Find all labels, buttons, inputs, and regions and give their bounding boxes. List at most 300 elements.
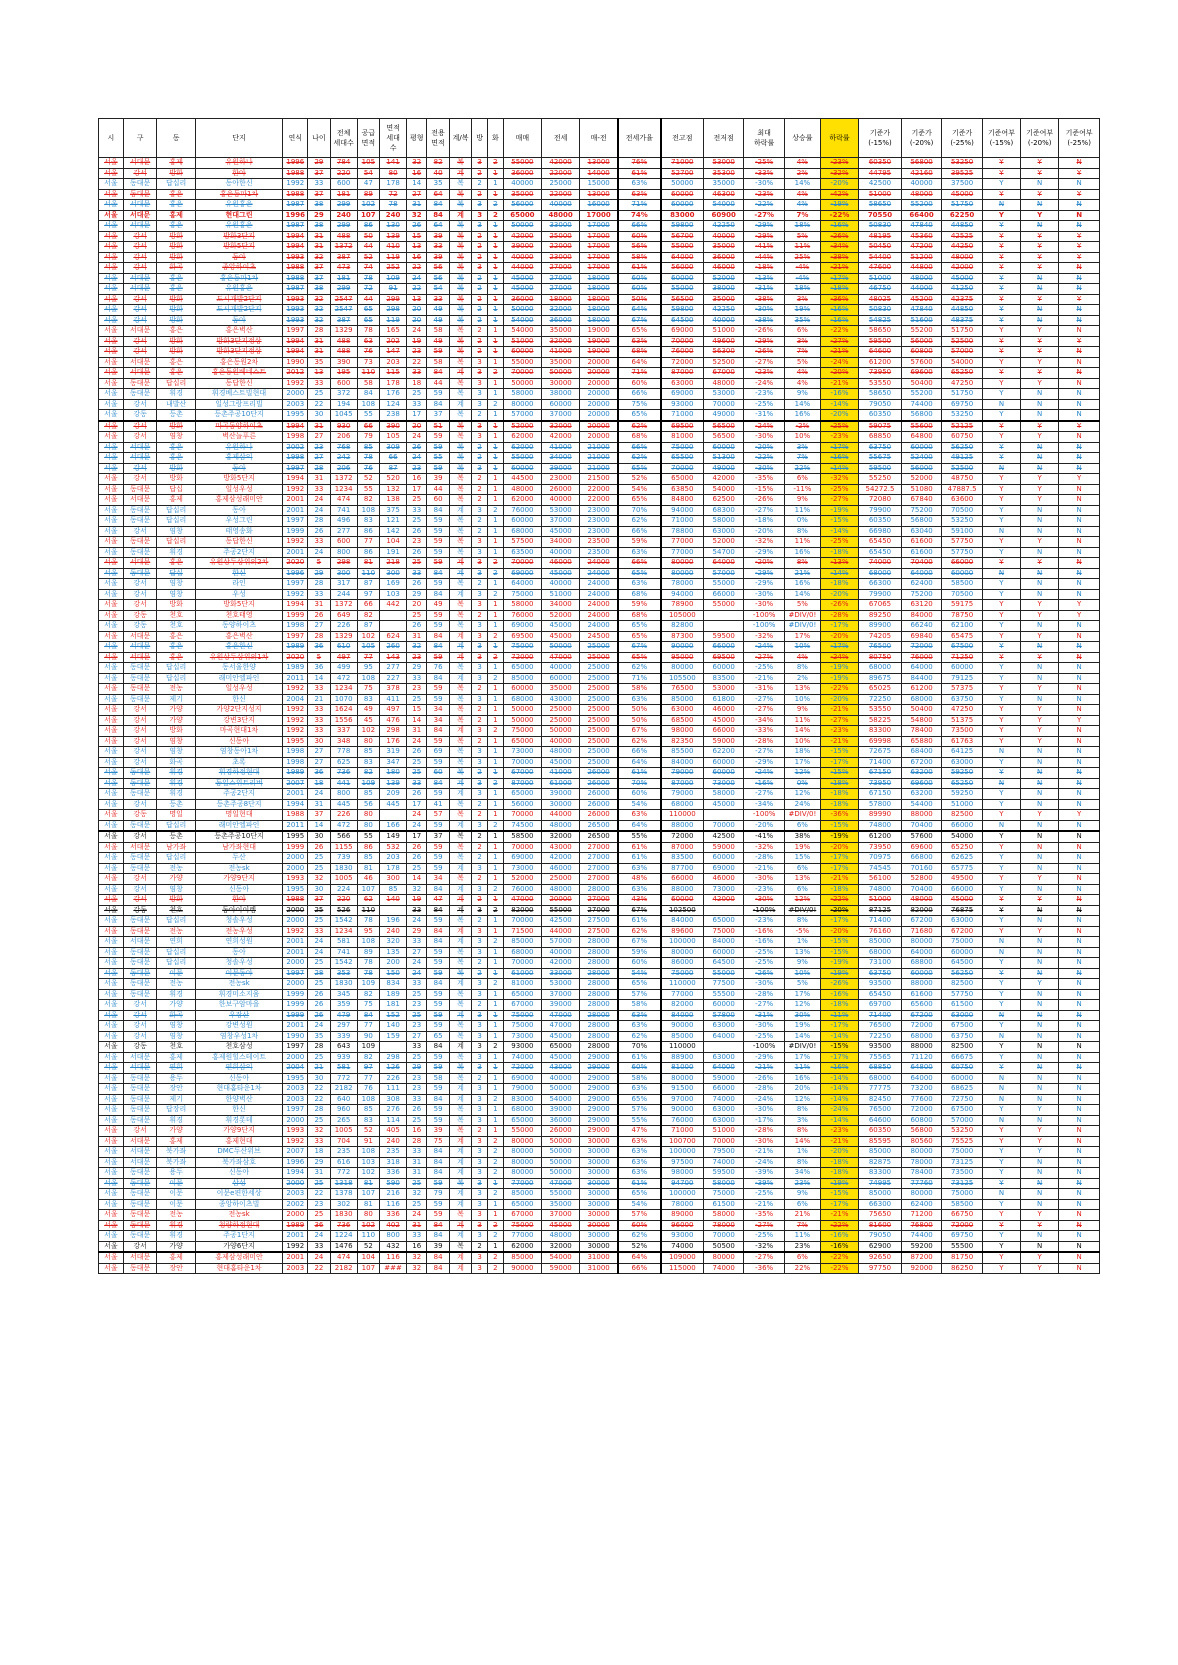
table-cell: 26000 bbox=[542, 1126, 580, 1137]
table-cell: 29 bbox=[308, 158, 330, 169]
table-cell: 88000 bbox=[901, 1042, 941, 1053]
table-cell: Y bbox=[1021, 874, 1059, 885]
table-cell: 61% bbox=[618, 842, 661, 853]
table-cell: 방화 bbox=[157, 463, 195, 474]
table-cell: 27 bbox=[308, 747, 330, 758]
table-cell: -24% bbox=[744, 768, 784, 779]
table-cell: 31 bbox=[308, 1168, 330, 1179]
table-cell: 63% bbox=[618, 336, 661, 347]
table-cell: 천호 bbox=[157, 610, 195, 621]
table-cell: 75200 bbox=[901, 505, 941, 516]
table-cell: 두산 bbox=[195, 853, 283, 864]
table-cell: 140 bbox=[380, 1021, 407, 1032]
table-cell: 1988 bbox=[283, 895, 308, 906]
table-cell: 51 bbox=[427, 421, 449, 432]
table-cell: Y bbox=[1021, 189, 1059, 200]
table-cell: 78750 bbox=[942, 610, 982, 621]
table-cell: 63000 bbox=[703, 1021, 743, 1032]
table-cell: -19% bbox=[820, 505, 858, 516]
table-cell: 240 bbox=[380, 926, 407, 937]
table-cell: -16% bbox=[820, 1241, 858, 1252]
table-cell: 643 bbox=[330, 1042, 357, 1053]
table-cell: 71% bbox=[618, 368, 661, 379]
table-cell: -19% bbox=[820, 1178, 858, 1189]
table-cell: -20% bbox=[744, 526, 784, 537]
table-cell: 152 bbox=[380, 1010, 407, 1021]
table-cell: 계 bbox=[449, 673, 471, 684]
table-row bbox=[99, 421, 1100, 432]
table-cell: 2001 bbox=[283, 495, 308, 506]
table-cell: 복 bbox=[449, 410, 471, 421]
table-cell: Y bbox=[982, 442, 1020, 453]
table-cell: 25000 bbox=[580, 757, 618, 768]
table-cell: 복 bbox=[449, 1000, 471, 1011]
table-cell: 65% bbox=[618, 1094, 661, 1105]
table-cell: 2 bbox=[488, 820, 504, 831]
table-cell: 28000 bbox=[580, 884, 618, 895]
table-cell: 97750 bbox=[859, 1263, 902, 1274]
table-cell: 23000 bbox=[542, 252, 580, 263]
table-cell: 1 bbox=[488, 179, 504, 190]
table-cell: 54400 bbox=[859, 252, 902, 263]
table-cell: 67500 bbox=[942, 1105, 982, 1116]
table-cell: 82000 bbox=[661, 1000, 704, 1011]
table-cell: 3 bbox=[472, 1084, 488, 1095]
table-cell: 55200 bbox=[901, 200, 941, 211]
table-cell: 66000 bbox=[942, 820, 982, 831]
table-cell: 56800 bbox=[901, 516, 941, 527]
table-cell: 52000 bbox=[703, 537, 743, 548]
table-cell: 30000 bbox=[580, 1147, 618, 1158]
table-cell: 2 bbox=[488, 1147, 504, 1158]
table-cell: 58650 bbox=[859, 326, 902, 337]
table-cell: 14% bbox=[784, 399, 820, 410]
table-cell: 답십리 bbox=[157, 663, 195, 674]
table-cell: 50000 bbox=[542, 1147, 580, 1158]
table-cell: 복 bbox=[449, 715, 471, 726]
table-cell: 64000 bbox=[661, 252, 704, 263]
table-cell: 488 bbox=[330, 231, 357, 242]
table-cell: 46000 bbox=[542, 863, 580, 874]
table-cell: 마곡현대1차 bbox=[195, 726, 283, 737]
table-cell: 복 bbox=[449, 1073, 471, 1084]
table-cell: 59 bbox=[427, 989, 449, 1000]
table-cell: 181 bbox=[380, 1000, 407, 1011]
table-cell: 40000 bbox=[542, 495, 580, 506]
table-cell: 30 bbox=[308, 884, 330, 895]
table-cell: 남가좌 bbox=[157, 842, 195, 853]
table-cell: 62200 bbox=[703, 747, 743, 758]
table-cell: N bbox=[1021, 778, 1059, 789]
table-cell: 66% bbox=[618, 747, 661, 758]
table-cell: 1993 bbox=[283, 315, 308, 326]
table-cell: 40000 bbox=[703, 315, 743, 326]
table-cell: 강동 bbox=[123, 410, 157, 421]
table-cell: 33 bbox=[407, 778, 427, 789]
table-cell: -100% bbox=[744, 610, 784, 621]
table-cell: 1988 bbox=[283, 189, 308, 200]
column-header: 전저점 bbox=[703, 119, 743, 158]
table-cell: 87125 bbox=[859, 905, 902, 916]
table-cell: 55675 bbox=[859, 453, 902, 464]
table-cell: 서대문 bbox=[123, 1252, 157, 1263]
table-row bbox=[99, 1115, 1100, 1126]
table-cell: 14% bbox=[784, 179, 820, 190]
table-cell: 34000 bbox=[542, 600, 580, 611]
table-cell: 61% bbox=[618, 1178, 661, 1189]
table-cell: 442 bbox=[380, 600, 407, 611]
table-cell: 2 bbox=[472, 610, 488, 621]
table-cell: 1 bbox=[488, 231, 504, 242]
table-cell: 74000 bbox=[703, 1094, 743, 1105]
table-cell: 방화 bbox=[157, 315, 195, 326]
table-cell: 18000 bbox=[580, 294, 618, 305]
table-cell: 2 bbox=[488, 979, 504, 990]
table-cell: 70000 bbox=[703, 1231, 743, 1242]
table-cell: 답십리 bbox=[157, 958, 195, 969]
table-cell: -30% bbox=[744, 979, 784, 990]
table-cell: 1987 bbox=[283, 221, 308, 232]
table-cell: 63% bbox=[618, 1021, 661, 1032]
table-cell: 299 bbox=[380, 294, 407, 305]
table-cell: 76500 bbox=[859, 642, 902, 653]
table-cell: 52700 bbox=[661, 168, 704, 179]
table-cell: Y bbox=[982, 189, 1020, 200]
table-cell: 55000 bbox=[503, 357, 541, 368]
table-cell: 387 bbox=[330, 252, 357, 263]
table-cell: 강서 bbox=[123, 884, 157, 895]
table-cell: 52000 bbox=[503, 874, 541, 885]
table-cell: -16% bbox=[820, 221, 858, 232]
table-cell: N bbox=[1059, 958, 1100, 969]
table-cell: 69000 bbox=[661, 389, 704, 400]
table-cell: 1994 bbox=[283, 347, 308, 358]
table-cell: 복 bbox=[449, 537, 471, 548]
table-cell: Y bbox=[982, 958, 1020, 969]
table-cell: 78 bbox=[357, 916, 379, 927]
table-cell: 63000 bbox=[703, 1115, 743, 1126]
table-cell: 24 bbox=[308, 789, 330, 800]
table-cell: 동대문 bbox=[123, 1073, 157, 1084]
table-cell: 서울 bbox=[99, 884, 124, 895]
table-cell: 89 bbox=[357, 947, 379, 958]
table-cell: 35000 bbox=[542, 326, 580, 337]
table-cell: 1993 bbox=[283, 294, 308, 305]
table-cell: 59 bbox=[427, 968, 449, 979]
table-cell: 16% bbox=[784, 579, 820, 590]
table-cell: 218 bbox=[380, 558, 407, 569]
table-cell: 1 bbox=[488, 1241, 504, 1252]
table-cell: 동대문 bbox=[123, 1189, 157, 1200]
table-cell: 21% bbox=[784, 1210, 820, 1221]
table-cell: 일성우성 bbox=[195, 684, 283, 695]
table-cell: 37 bbox=[308, 273, 330, 284]
table-cell: 18% bbox=[784, 284, 820, 295]
table-cell: 1 bbox=[488, 1063, 504, 1074]
table-cell: 2000 bbox=[283, 905, 308, 916]
table-cell: 3 bbox=[472, 820, 488, 831]
table-cell: 동아 bbox=[195, 315, 283, 326]
table-cell: 28 bbox=[407, 1136, 427, 1147]
table-cell: 서대문 bbox=[123, 442, 157, 453]
table-cell: N bbox=[1021, 968, 1059, 979]
table-cell: 7% bbox=[784, 210, 820, 221]
table-cell: 70000 bbox=[503, 842, 541, 853]
table-cell: N bbox=[982, 463, 1020, 474]
table-cell: 63000 bbox=[703, 526, 743, 537]
table-cell: 318 bbox=[380, 1157, 407, 1168]
table-cell: 2 bbox=[488, 589, 504, 600]
table-cell: 89000 bbox=[661, 1210, 704, 1221]
table-cell: 25 bbox=[407, 1010, 427, 1021]
table-cell: Y bbox=[982, 368, 1020, 379]
table-cell: 40000 bbox=[542, 947, 580, 958]
table-cell: 59 bbox=[427, 1199, 449, 1210]
table-cell: -16% bbox=[744, 926, 784, 937]
table-cell: 18000 bbox=[580, 305, 618, 316]
table-cell: 30000 bbox=[580, 1157, 618, 1168]
table-cell: 83 bbox=[357, 757, 379, 768]
table-cell: 76% bbox=[618, 158, 661, 169]
table-cell: 76500 bbox=[859, 1021, 902, 1032]
table-cell: 37 bbox=[427, 831, 449, 842]
table-cell: 92000 bbox=[901, 1263, 941, 1274]
table-cell: 240 bbox=[380, 210, 407, 221]
table-cell: 59500 bbox=[859, 336, 902, 347]
table-cell: 홍제원힐스테이트 bbox=[195, 1052, 283, 1063]
table-cell: -31% bbox=[744, 1010, 784, 1021]
table-cell: 서울 bbox=[99, 989, 124, 1000]
table-cell: 동서울한양 bbox=[195, 663, 283, 674]
table-cell: 54% bbox=[618, 484, 661, 495]
table-cell: 3 bbox=[472, 1031, 488, 1042]
table-cell: 74000 bbox=[703, 1263, 743, 1274]
table-cell: 3% bbox=[784, 1115, 820, 1126]
table-cell: Y bbox=[982, 968, 1020, 979]
table-cell: 2 bbox=[472, 410, 488, 421]
table-cell: 84 bbox=[427, 568, 449, 579]
table-cell: 41000 bbox=[542, 768, 580, 779]
table-cell: 89250 bbox=[859, 610, 902, 621]
table-cell: 84 bbox=[427, 778, 449, 789]
table-cell: 15000 bbox=[580, 179, 618, 190]
table-cell: ### bbox=[380, 1263, 407, 1274]
table-cell: 110 bbox=[357, 568, 379, 579]
table-cell: 2 bbox=[472, 1073, 488, 1084]
table-cell: 84 bbox=[427, 1157, 449, 1168]
table-cell: 55 bbox=[357, 831, 379, 842]
table-cell: 66 bbox=[357, 600, 379, 611]
table-cell: 63% bbox=[618, 1168, 661, 1179]
table-cell: N bbox=[982, 1010, 1020, 1021]
table-cell: Y bbox=[982, 916, 1020, 927]
table-cell: N bbox=[1059, 1021, 1100, 1032]
table-cell: 772 bbox=[330, 1073, 357, 1084]
table-cell: 1 bbox=[488, 547, 504, 558]
table-cell: 강서 bbox=[123, 432, 157, 443]
table-cell: 55 bbox=[357, 410, 379, 421]
table-cell: 23500 bbox=[580, 537, 618, 548]
table-cell: 남가좌현대 bbox=[195, 842, 283, 853]
table-cell: 80 bbox=[357, 820, 379, 831]
table-cell: 55500 bbox=[942, 1241, 982, 1252]
table-cell: 한아 bbox=[195, 168, 283, 179]
table-cell: 복 bbox=[449, 947, 471, 958]
column-header: 기준가 (-15%) bbox=[859, 119, 902, 158]
table-cell: 복 bbox=[449, 916, 471, 927]
table-cell: 복 bbox=[449, 484, 471, 495]
table-cell: 복 bbox=[449, 610, 471, 621]
table-cell: 336 bbox=[380, 1168, 407, 1179]
table-cell: N bbox=[1021, 526, 1059, 537]
table-cell: 57800 bbox=[859, 799, 902, 810]
table-cell: 73950 bbox=[859, 842, 902, 853]
table-cell: 108 bbox=[357, 673, 379, 684]
table-row bbox=[99, 326, 1100, 337]
table-cell: -25% bbox=[744, 158, 784, 169]
table-cell: Y bbox=[982, 357, 1020, 368]
table-cell: 82 bbox=[357, 989, 379, 1000]
table-cell: 22 bbox=[308, 1094, 330, 1105]
table-cell: 260 bbox=[380, 642, 407, 653]
table-cell: 2 bbox=[488, 726, 504, 737]
table-cell: 동일스위트리버 bbox=[195, 778, 283, 789]
table-cell: 32000 bbox=[542, 421, 580, 432]
table-cell: 서울 bbox=[99, 1126, 124, 1137]
table-cell bbox=[380, 905, 407, 916]
table-cell: 405 bbox=[380, 1126, 407, 1137]
table-row bbox=[99, 895, 1100, 906]
table-cell: -27% bbox=[744, 789, 784, 800]
table-cell: 계 bbox=[449, 895, 471, 906]
table-cell: 78000 bbox=[661, 1199, 704, 1210]
table-cell: 80000 bbox=[661, 1073, 704, 1084]
table-cell: N bbox=[1059, 694, 1100, 705]
table-cell: 337 bbox=[330, 726, 357, 737]
table-cell: 홍은벽산 bbox=[195, 326, 283, 337]
table-cell: 1 bbox=[488, 1021, 504, 1032]
table-cell: 3 bbox=[472, 726, 488, 737]
table-cell: 93500 bbox=[859, 1042, 902, 1053]
table-cell: 1989 bbox=[283, 1220, 308, 1231]
table-cell: 57000 bbox=[503, 410, 541, 421]
table-cell: 방화5단지 bbox=[195, 600, 283, 611]
table-cell: 25000 bbox=[580, 642, 618, 653]
table-cell: 64000 bbox=[703, 558, 743, 569]
table-cell: Y bbox=[982, 757, 1020, 768]
table-cell: 22000 bbox=[542, 242, 580, 253]
table-cell: 102 bbox=[357, 726, 379, 737]
table-cell: 서울 bbox=[99, 1094, 124, 1105]
table-cell: Y bbox=[982, 516, 1020, 527]
table-cell: 31 bbox=[308, 242, 330, 253]
table-cell: 홍은 bbox=[157, 357, 195, 368]
table-cell: 서울 bbox=[99, 673, 124, 684]
table-row bbox=[99, 831, 1100, 842]
table-cell: 111 bbox=[380, 1084, 407, 1095]
table-cell: 1070 bbox=[330, 694, 357, 705]
table-cell: 71% bbox=[618, 673, 661, 684]
table-cell: 46000 bbox=[703, 874, 743, 885]
table-cell: 17 bbox=[407, 831, 427, 842]
table-cell: -28% bbox=[744, 1084, 784, 1095]
table-cell: 62% bbox=[618, 516, 661, 527]
table-cell: 58000 bbox=[703, 516, 743, 527]
table-cell: -14% bbox=[820, 526, 858, 537]
table-cell: 93000 bbox=[503, 1042, 541, 1053]
table-cell: 3% bbox=[784, 294, 820, 305]
table-cell: -17% bbox=[820, 442, 858, 453]
table-row bbox=[99, 631, 1100, 642]
table-cell: N bbox=[1059, 210, 1100, 221]
table-cell: 1992 bbox=[283, 715, 308, 726]
table-cell: 65% bbox=[618, 410, 661, 421]
table-cell: 제기 bbox=[157, 1094, 195, 1105]
table-cell: 63600 bbox=[942, 495, 982, 506]
table-cell: 2 bbox=[472, 189, 488, 200]
table-cell: 3 bbox=[472, 621, 488, 632]
table-cell: 동대문 bbox=[123, 684, 157, 695]
table-cell: 25000 bbox=[542, 715, 580, 726]
table-cell: -15% bbox=[820, 516, 858, 527]
table-cell: 63750 bbox=[859, 442, 902, 453]
table-row bbox=[99, 884, 1100, 895]
table-cell: N bbox=[1059, 158, 1100, 169]
table-cell: 76000 bbox=[503, 610, 541, 621]
table-cell: 계 bbox=[449, 589, 471, 600]
table-cell: 84 bbox=[427, 673, 449, 684]
table-cell: 서울 bbox=[99, 537, 124, 548]
table-cell: 84 bbox=[357, 389, 379, 400]
table-cell: 복 bbox=[449, 336, 471, 347]
table-cell: 일성그랑프리빌 bbox=[195, 399, 283, 410]
table-cell: 2000 bbox=[283, 1115, 308, 1126]
table-cell: 1372 bbox=[330, 242, 357, 253]
table-cell: Y bbox=[982, 305, 1020, 316]
table-cell: 유원홍은 bbox=[195, 200, 283, 211]
table-cell: -20% bbox=[744, 558, 784, 569]
table-cell: 59 bbox=[427, 1178, 449, 1189]
table-cell: N bbox=[1059, 410, 1100, 421]
table-cell: 강서 bbox=[123, 1126, 157, 1137]
table-cell: 44500 bbox=[503, 474, 541, 485]
table-cell: 23 bbox=[407, 1084, 427, 1095]
table-cell: 59 bbox=[427, 757, 449, 768]
table-cell: 55500 bbox=[703, 989, 743, 1000]
table-cell: 강서 bbox=[123, 715, 157, 726]
table-cell: 86 bbox=[357, 842, 379, 853]
table-cell: -22% bbox=[820, 1252, 858, 1263]
table-cell: 서울 bbox=[99, 179, 124, 190]
table-cell: 25000 bbox=[580, 652, 618, 663]
table-cell: 64500 bbox=[661, 315, 704, 326]
table-cell: 2182 bbox=[330, 1084, 357, 1095]
table-row bbox=[99, 621, 1100, 632]
table-cell: 834 bbox=[380, 979, 407, 990]
table-cell: 2 bbox=[488, 778, 504, 789]
table-cell: Y bbox=[982, 558, 1020, 569]
table-cell: -17% bbox=[820, 642, 858, 653]
table-cell: 104 bbox=[357, 1252, 379, 1263]
table-cell: 11% bbox=[784, 715, 820, 726]
table-cell: 81 bbox=[357, 863, 379, 874]
table-cell: 497 bbox=[330, 652, 357, 663]
table-cell: 76000 bbox=[503, 505, 541, 516]
table-cell: 75000 bbox=[503, 1010, 541, 1021]
table-cell: 서울 bbox=[99, 1231, 124, 1242]
table-cell: 홍은벽산 bbox=[195, 631, 283, 642]
table-cell: 69000 bbox=[503, 568, 541, 579]
